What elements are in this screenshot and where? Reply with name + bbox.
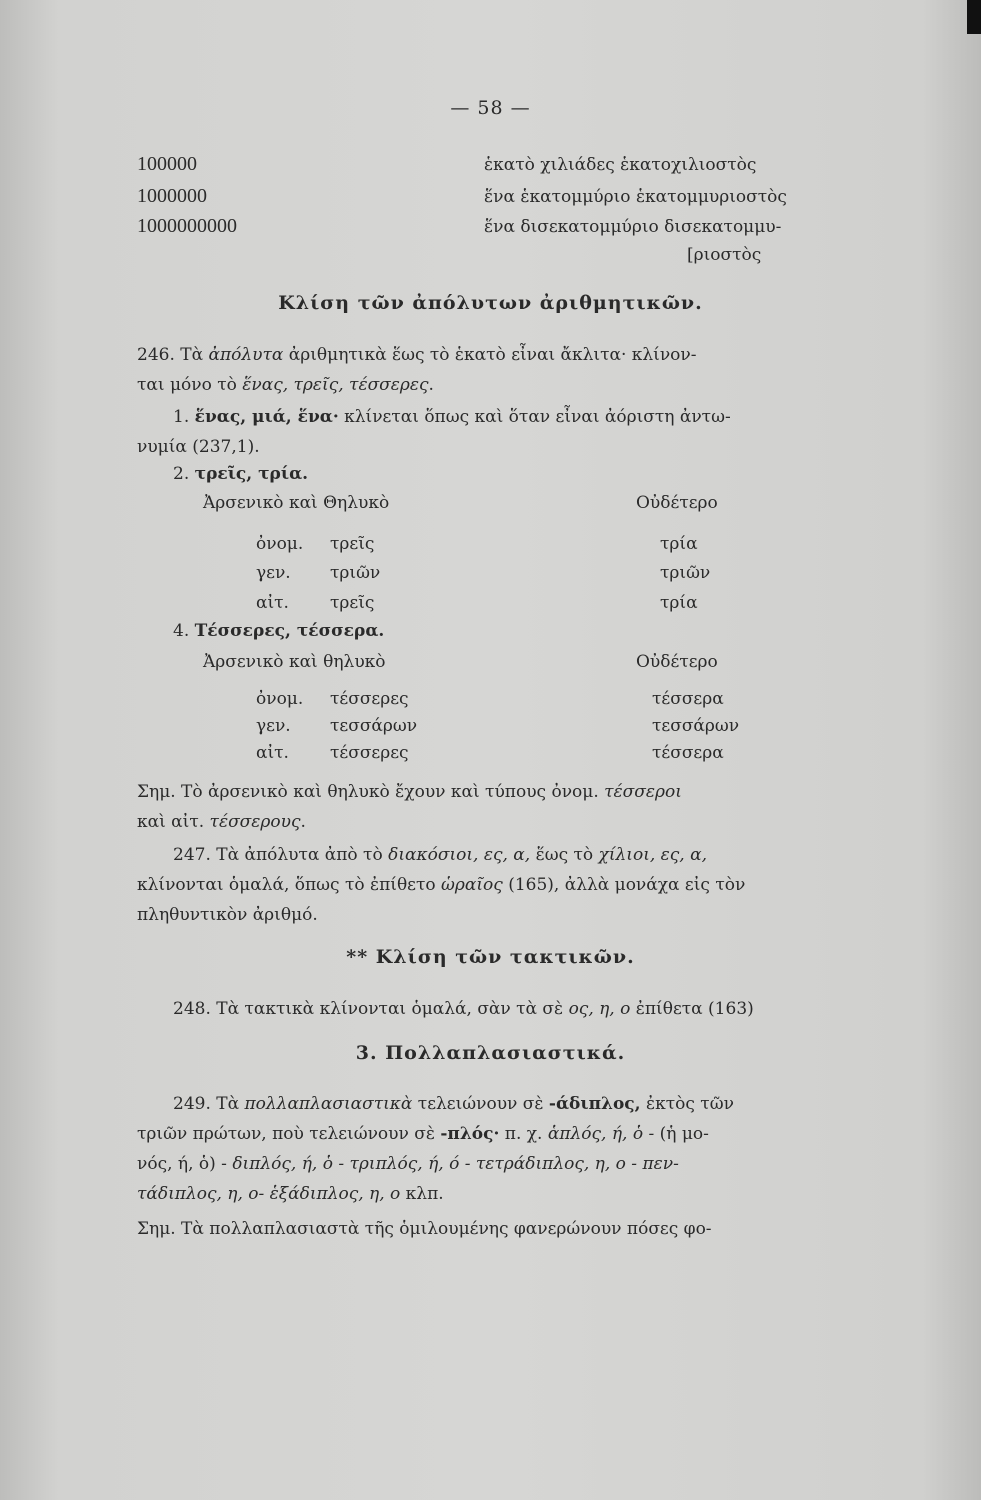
table4-case: ὀνομ.	[256, 689, 304, 709]
table3-mf: τρεῖς	[330, 534, 375, 554]
table4-head-neuter: Οὐδέτερο	[636, 652, 718, 672]
table4-mf: τεσσάρων	[330, 716, 418, 736]
table4-mf: τέσσερες	[330, 689, 409, 709]
paragraph-246: 246. Τὰ ἀπόλυτα ἀριθμητικὰ ἕως τὸ ἑκατὸ εἶναι ἄκλιτα· κλίνον- ται μόνο τὸ ἕνας, τρεῖς, τέσσερες.	[137, 345, 697, 395]
page-number: — 58 —	[450, 97, 531, 119]
paragraph-item-1: 1. ἕνας, μιά, ἕνα· κλίνεται ὅπως καὶ ὅταν εἶναι ἀόριστη ἀντω- νυμία (237,1).	[137, 407, 731, 457]
table4-case: αἰτ.	[256, 743, 289, 763]
section-heading-multiplicative: 3. Πολλαπλασιαστικά.	[355, 1042, 626, 1064]
section-heading-ordinal: ** Κλίση τῶν τακτικῶν.	[346, 946, 635, 968]
table3-n: τριῶν	[660, 563, 711, 583]
table4-case: γεν.	[256, 716, 291, 736]
note-multiplicative: Σημ. Τὰ πολλαπλασιαστὰ τῆς ὁμιλουμένης φανερώνουν πόσες φο-	[137, 1219, 712, 1239]
paragraph-249: 249. Τὰ πολλαπλασιαστικὰ τελειώνουν σὲ -άδιπλος, ἐκτὸς τῶν τριῶν πρώτων, ποὺ τελειώνουν σὲ -πλός· π. χ. ἁπλός, ή, ὁ - (ἡ μο- νός, ή, ὁ) - διπλός, ή, ὁ - τριπλός, ή, ό - τετράδιπλος, η, ο - πεν- τάδιπλος, η, ο- ἑξάδιπλος, η, ο κλπ.	[137, 1094, 734, 1204]
table3-case: αἰτ.	[256, 593, 289, 613]
numeral-3: 1000000000	[137, 215, 237, 237]
table3-mf: τριῶν	[330, 563, 381, 583]
numeral-2: 1000000	[137, 185, 207, 207]
paragraph-248: 248. Τὰ τακτικὰ κλίνονται ὁμαλά, σὰν τὰ σὲ ος, η, ο ἐπίθετα (163)	[173, 999, 754, 1019]
item-4-title: 4. Τέσσερες, τέσσερα.	[173, 621, 385, 641]
table4-n: τέσσερα	[652, 689, 724, 709]
paragraph-247: 247. Τὰ ἀπόλυτα ἀπὸ τὸ διακόσιοι, ες, α, ἕως τὸ χίλιοι, ες, α, κλίνονται ὁμαλά, ὅπως τὸ ἐπίθετο ὡραῖος (165), ἀλλὰ μονάχα εἰς τὸν πληθυντικὸν ἀριθμό.	[137, 845, 746, 925]
numeral-words-1: ἑκατὸ χιλιάδες ἑκατοχιλιοστὸς	[484, 155, 757, 175]
table4-head-masc-fem: Ἀρσενικὸ καὶ θηλυκὸ	[203, 652, 386, 672]
table4-mf: τέσσερες	[330, 743, 409, 763]
table3-mf: τρεῖς	[330, 593, 375, 613]
numeral-words-3: ἕνα δισεκατομμύριο δισεκατομμυ-	[484, 217, 782, 237]
table4-n: τέσσερα	[652, 743, 724, 763]
table3-n: τρία	[660, 593, 698, 613]
section-heading-cardinal: Κλίση τῶν ἀπόλυτων ἀριθμητικῶν.	[278, 292, 703, 314]
scan-corner-mark	[967, 0, 981, 34]
table3-case: ὀνομ.	[256, 534, 304, 554]
table3-n: τρία	[660, 534, 698, 554]
numeral-words-2: ἕνα ἑκατομμύριο ἑκατομμυριοστὸς	[484, 187, 787, 207]
table4-n: τεσσάρων	[652, 716, 740, 736]
table3-case: γεν.	[256, 563, 291, 583]
table3-head-neuter: Οὐδέτερο	[636, 493, 718, 513]
note-masc-fem-forms: Σημ. Τὸ ἀρσενικὸ καὶ θηλυκὸ ἔχουν καὶ τύπους ὀνομ. τέσσεροι καὶ αἰτ. τέσσερους.	[137, 782, 682, 832]
item-2-title: 2. τρεῖς, τρία.	[173, 464, 309, 484]
numeral-words-3-cont: [ριοστὸς	[687, 245, 762, 265]
table3-head-masc-fem: Ἀρσενικὸ καὶ Θηλυκὸ	[203, 493, 390, 513]
numeral-1: 100000	[137, 153, 197, 175]
